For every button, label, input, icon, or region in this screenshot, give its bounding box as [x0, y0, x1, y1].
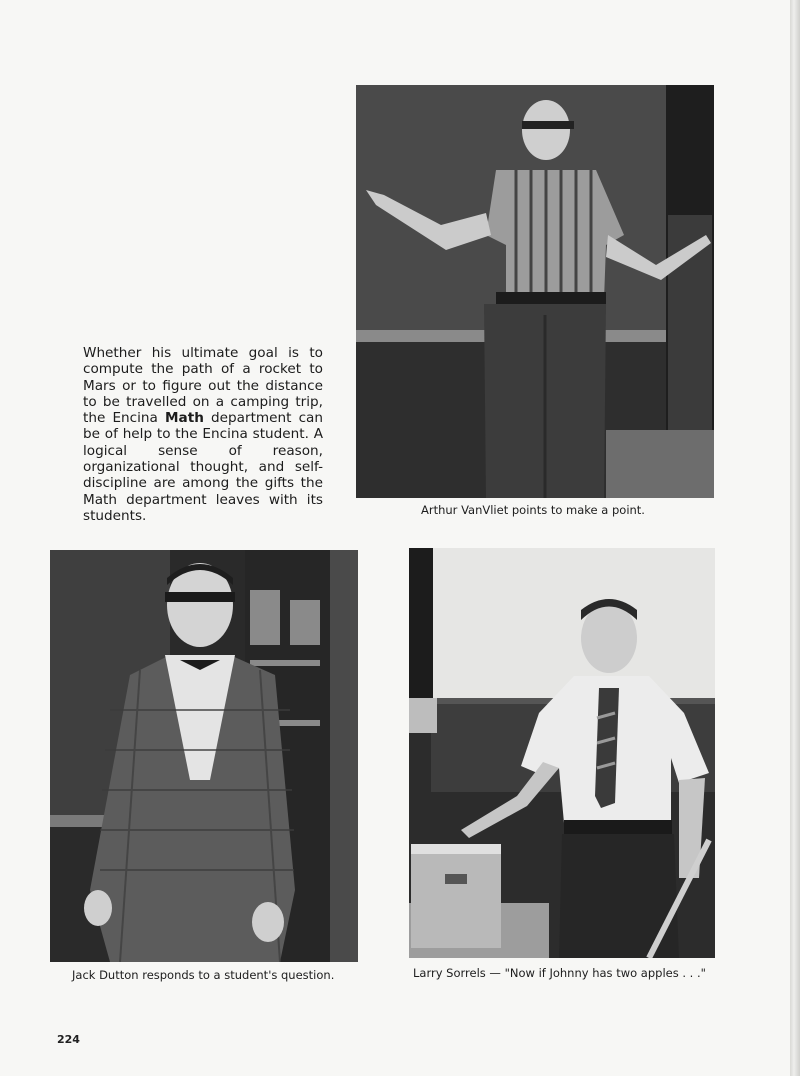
intro-text-start: Whether his ultimate goal is to compute the path of a rocket to Mars or to figure out the distance to be travelled on a camping trip, the Encina [83, 345, 323, 427]
intro-text-end: department can be of help to the Encina student. A logical sense of reason, organizational thought, and self-discipline are among the gifts the Math department leaves with its students. [83, 410, 324, 524]
photo-arthur-vanvliet [356, 85, 714, 498]
caption-arthur-vanvliet: Arthur VanVliet points to make a point. [421, 503, 645, 517]
intro-paragraph [83, 345, 323, 524]
photo-larry-sorrels [409, 548, 715, 958]
caption-jack-dutton: Jack Dutton responds to a student's question. [72, 968, 335, 982]
page-edge [790, 0, 800, 1076]
page-number: 224 [57, 1033, 80, 1046]
photo-jack-dutton [50, 550, 358, 962]
caption-larry-sorrels: Larry Sorrels — "Now if Johnny has two apples . . ." [413, 966, 706, 980]
intro-text-bold: Math [165, 410, 204, 427]
